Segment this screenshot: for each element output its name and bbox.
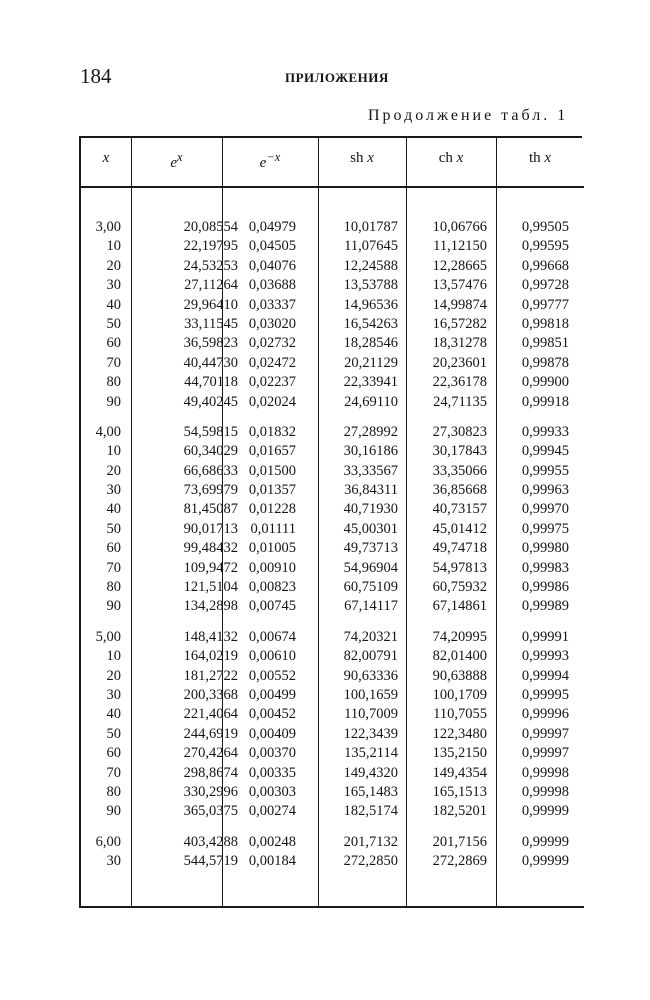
table-cell: 80	[106, 579, 121, 596]
page-number: 184	[80, 64, 112, 88]
table-cell: 60,75932	[432, 579, 487, 596]
table-cell: 0,00610	[248, 648, 296, 665]
header-tanh: th x	[528, 150, 552, 166]
table-cell: 60,34029	[183, 443, 238, 460]
table-cell: 45,01412	[432, 520, 487, 537]
table-cell: 0,99997	[521, 725, 569, 742]
table-cell: 110,7009	[344, 706, 398, 723]
table-cell: 0,03337	[248, 296, 296, 313]
table-row	[81, 481, 584, 500]
table-cell: 0,99975	[521, 520, 569, 537]
table-cell: 0,99668	[521, 257, 569, 274]
table-cell: 0,01111	[250, 520, 296, 537]
table-cell: 14,99874	[432, 296, 487, 313]
table-cell: 30	[106, 686, 121, 703]
table-cell: 60	[106, 540, 121, 557]
table-cell: 201,7156	[432, 833, 487, 850]
table-cell: 0,01228	[248, 501, 296, 518]
table-cell: 0,00274	[248, 803, 296, 820]
table-cell: 0,04076	[248, 257, 296, 274]
table-cell: 149,4320	[343, 764, 398, 781]
table-cell: 11,12150	[433, 238, 487, 255]
table-cell: 0,99995	[521, 686, 569, 703]
table-cell: 22,36178	[432, 374, 487, 391]
table-cell: 16,54263	[343, 315, 398, 332]
table-cell: 16,57282	[432, 315, 487, 332]
table-cell: 164,0219	[183, 648, 238, 665]
table-row	[81, 423, 584, 442]
table-cell: 54,97813	[432, 559, 487, 576]
table-row	[81, 686, 584, 705]
table-row	[81, 315, 584, 334]
table-cell: 90	[106, 393, 121, 410]
row-group	[81, 833, 584, 872]
table-cell: 50	[106, 725, 121, 742]
table-cell: 0,00303	[248, 783, 296, 800]
table-cell: 134,2898	[183, 598, 238, 615]
table-cell: 44,70118	[184, 374, 238, 391]
table-row	[81, 520, 584, 539]
table-caption: Продолжение табл. 1	[368, 107, 569, 124]
table-row	[81, 833, 584, 852]
table-cell: 121,5104	[183, 579, 238, 596]
table-cell: 60,75109	[343, 579, 398, 596]
table-cell: 90,01713	[183, 520, 238, 537]
table-cell: 272,2850	[343, 853, 398, 870]
row-group	[81, 628, 584, 822]
table-cell: 70	[106, 354, 121, 371]
table-cell: 20	[106, 462, 121, 479]
table-cell: 0,01005	[248, 540, 296, 557]
table-cell: 40	[106, 296, 121, 313]
table-row	[81, 667, 584, 686]
table-cell: 99,48432	[183, 540, 238, 557]
table-cell: 0,00499	[248, 686, 296, 703]
table-cell: 221,4064	[183, 706, 238, 723]
table-cell: 109,9472	[183, 559, 238, 576]
table-cell: 0,99595	[521, 238, 569, 255]
table-cell: 36,85668	[432, 482, 487, 499]
table-cell: 135,2150	[432, 745, 487, 762]
table-row	[81, 237, 584, 256]
table-cell: 14,96536	[343, 296, 398, 313]
table-row	[81, 276, 584, 295]
table-cell: 20	[106, 667, 121, 684]
table-cell: 20,21129	[344, 354, 398, 371]
table-cell: 82,01400	[432, 648, 487, 665]
table-row	[81, 296, 584, 315]
row-group	[81, 423, 584, 617]
header-x: x	[102, 150, 110, 166]
table-cell: 30	[106, 853, 121, 870]
table-row	[81, 783, 584, 802]
table-cell: 10	[106, 238, 121, 255]
table-cell: 73,69979	[183, 482, 238, 499]
table-cell: 90,63336	[343, 667, 398, 684]
table-cell: 30,16186	[343, 443, 398, 460]
table-cell: 13,57476	[432, 277, 487, 294]
table-cell: 20,08554	[183, 219, 238, 235]
table-cell: 0,99996	[521, 706, 569, 723]
table-cell: 12,24588	[343, 257, 398, 274]
table-cell: 0,99980	[521, 540, 569, 557]
table-cell: 0,99878	[521, 354, 569, 371]
table-cell: 182,5174	[343, 803, 398, 820]
table-cell: 0,99993	[521, 648, 569, 665]
table-cell: 54,96904	[343, 559, 398, 576]
table-cell: 0,01832	[248, 423, 296, 440]
table-cell: 0,99991	[521, 628, 569, 645]
table-cell: 40,44730	[183, 354, 238, 371]
table-cell: 0,02024	[248, 393, 296, 410]
table-cell: 165,1513	[432, 783, 487, 800]
table-cell: 100,1709	[432, 686, 487, 703]
table-cell: 0,01500	[248, 462, 296, 479]
table-cell: 0,04505	[248, 238, 296, 255]
table-cell: 40,71930	[343, 501, 398, 518]
row-group	[81, 218, 584, 412]
table-cell: 0,99851	[521, 335, 569, 352]
table-cell: 50	[106, 315, 121, 332]
table-row	[81, 852, 584, 871]
table-cell: 0,99933	[521, 423, 569, 440]
table-cell: 544,5719	[183, 853, 238, 870]
table-cell: 122,3439	[343, 725, 398, 742]
table-cell: 82,00791	[343, 648, 398, 665]
table-cell: 66,68633	[183, 462, 238, 479]
table-cell: 165,1483	[343, 783, 398, 800]
table-cell: 0,00674	[248, 628, 296, 645]
table-cell: 90,63888	[432, 667, 487, 684]
table-cell: 181,2722	[183, 667, 238, 684]
table-cell: 330,2996	[183, 783, 238, 800]
table-cell: 49,74718	[432, 540, 487, 557]
table-cell: 36,84311	[344, 482, 398, 499]
table-cell: 10,01787	[343, 219, 398, 235]
table-cell: 80	[106, 374, 121, 391]
header-rule	[81, 186, 584, 188]
table-cell: 0,99999	[521, 853, 569, 870]
table-cell: 81,45087	[183, 501, 238, 518]
table-cell: 90	[106, 598, 121, 615]
table-cell: 0,99998	[521, 783, 569, 800]
table-cell: 49,40245	[183, 393, 238, 410]
table-cell: 0,99963	[521, 482, 569, 499]
table-row	[81, 559, 584, 578]
table-cell: 122,3480	[432, 725, 487, 742]
table-cell: 90	[106, 803, 121, 820]
table-cell: 272,2869	[432, 853, 487, 870]
table-cell: 135,2114	[344, 745, 398, 762]
table-cell: 365,0375	[183, 803, 238, 820]
table-row	[81, 764, 584, 783]
table-cell: 11,07645	[344, 238, 398, 255]
table-cell: 0,00823	[248, 579, 296, 596]
table-cell: 18,31278	[432, 335, 487, 352]
table-cell: 0,02237	[248, 374, 296, 391]
table-cell: 10,06766	[432, 219, 487, 235]
table-cell: 70	[106, 764, 121, 781]
header-sinh: sh x	[350, 150, 374, 166]
function-table	[79, 136, 584, 908]
table-cell: 0,99955	[521, 462, 569, 479]
table-cell: 0,99918	[521, 393, 569, 410]
table-cell: 0,02472	[248, 354, 296, 371]
table-cell: 27,30823	[432, 423, 487, 440]
table-row	[81, 628, 584, 647]
table-cell: 33,33567	[343, 462, 398, 479]
table-cell: 0,99900	[521, 374, 569, 391]
table-cell: 40	[106, 501, 121, 518]
table-cell: 60	[106, 745, 121, 762]
table-row	[81, 539, 584, 558]
table-row	[81, 462, 584, 481]
table-cell: 201,7132	[343, 833, 398, 850]
table-cell: 0,02732	[248, 335, 296, 352]
table-cell: 0,99989	[521, 598, 569, 615]
table-cell: 67,14861	[432, 598, 487, 615]
table-cell: 110,7055	[433, 706, 487, 723]
table-cell: 74,20995	[432, 628, 487, 645]
table-cell: 0,03020	[248, 315, 296, 332]
table-cell: 22,33941	[343, 374, 398, 391]
table-cell: 0,00910	[248, 559, 296, 576]
table-cell: 0,99728	[521, 277, 569, 294]
table-body	[81, 218, 584, 883]
header-exp-neg: $e^{-x}$	[259, 150, 281, 171]
table-cell: 298,8674	[183, 764, 238, 781]
table-cell: 0,99970	[521, 501, 569, 518]
table-cell: 40	[106, 706, 121, 723]
table-cell: 0,00335	[248, 764, 296, 781]
table-row	[81, 354, 584, 373]
table-cell: 3,00	[95, 219, 121, 235]
table-cell: 149,4354	[432, 764, 487, 781]
table-cell: 36,59823	[183, 335, 238, 352]
table-row	[81, 802, 584, 821]
table-cell: 33,11545	[184, 315, 238, 332]
table-cell: 0,00248	[248, 833, 296, 850]
table-row	[81, 500, 584, 519]
table-cell: 0,99505	[521, 219, 569, 235]
table-row	[81, 705, 584, 724]
table-cell: 0,99997	[521, 745, 569, 762]
table-cell: 24,69110	[344, 393, 398, 410]
table-cell: 182,5201	[432, 803, 487, 820]
table-cell: 30,17843	[432, 443, 487, 460]
table-cell: 0,00184	[248, 853, 296, 870]
table-cell: 20,23601	[432, 354, 487, 371]
table-row	[81, 647, 584, 666]
table-cell: 24,53253	[183, 257, 238, 274]
table-cell: 5,00	[95, 628, 121, 645]
table-cell: 270,4264	[183, 745, 238, 762]
table-row	[81, 442, 584, 461]
table-cell: 40,73157	[432, 501, 487, 518]
table-row	[81, 578, 584, 597]
table-row	[81, 393, 584, 412]
table-cell: 0,00452	[248, 706, 296, 723]
table-cell: 0,00745	[248, 598, 296, 615]
table-cell: 0,99945	[521, 443, 569, 460]
table-cell: 0,00370	[248, 745, 296, 762]
table-row	[81, 334, 584, 353]
table-cell: 70	[106, 559, 121, 576]
table-cell: 22,19795	[183, 238, 238, 255]
table-cell: 0,99999	[521, 803, 569, 820]
table-cell: 6,00	[95, 833, 121, 850]
table-cell: 244,6919	[183, 725, 238, 742]
table-cell: 0,99998	[521, 764, 569, 781]
table-cell: 60	[106, 335, 121, 352]
table-cell: 0,99994	[521, 667, 569, 684]
table-cell: 0,03688	[248, 277, 296, 294]
table-row	[81, 725, 584, 744]
table-cell: 0,99983	[521, 559, 569, 576]
table-cell: 24,71135	[433, 393, 487, 410]
table-cell: 45,00301	[343, 520, 398, 537]
table-cell: 0,00552	[248, 667, 296, 684]
table-row	[81, 597, 584, 616]
table-cell: 0,99999	[521, 833, 569, 850]
table-cell: 20	[106, 257, 121, 274]
table-cell: 74,20321	[343, 628, 398, 645]
table-cell: 80	[106, 783, 121, 800]
table-cell: 54,59815	[183, 423, 238, 440]
running-head: ПРИЛОЖЕНИЯ	[285, 70, 389, 85]
table-cell: 30	[106, 482, 121, 499]
table-cell: 27,28992	[343, 423, 398, 440]
table-cell: 4,00	[95, 423, 121, 440]
table-cell: 13,53788	[343, 277, 398, 294]
table-cell: 0,01357	[248, 482, 296, 499]
table-cell: 403,4288	[183, 833, 238, 850]
table-cell: 27,11264	[184, 277, 238, 294]
table-cell: 67,14117	[344, 598, 398, 615]
table-cell: 12,28665	[432, 257, 487, 274]
table-cell: 29,96410	[183, 296, 238, 313]
table-cell: 100,1659	[343, 686, 398, 703]
header-exp: $e^x$	[170, 150, 183, 171]
table-cell: 0,00409	[248, 725, 296, 742]
table-cell: 10	[106, 648, 121, 665]
table-cell: 0,99777	[521, 296, 569, 313]
table-row	[81, 744, 584, 763]
table-cell: 33,35066	[432, 462, 487, 479]
table-cell: 0,99986	[521, 579, 569, 596]
table-cell: 0,04979	[248, 219, 296, 235]
table-row	[81, 373, 584, 392]
table-cell: 0,01657	[248, 443, 296, 460]
table-row	[81, 218, 584, 237]
table-cell: 10	[106, 443, 121, 460]
table-cell: 18,28546	[343, 335, 398, 352]
table-cell: 49,73713	[343, 540, 398, 557]
table-cell: 30	[106, 277, 121, 294]
table-cell: 50	[106, 520, 121, 537]
table-row	[81, 257, 584, 276]
table-cell: 200,3368	[183, 686, 238, 703]
header-cosh: ch x	[438, 150, 464, 166]
table-cell: 148,4132	[183, 628, 238, 645]
table-cell: 0,99818	[521, 315, 569, 332]
